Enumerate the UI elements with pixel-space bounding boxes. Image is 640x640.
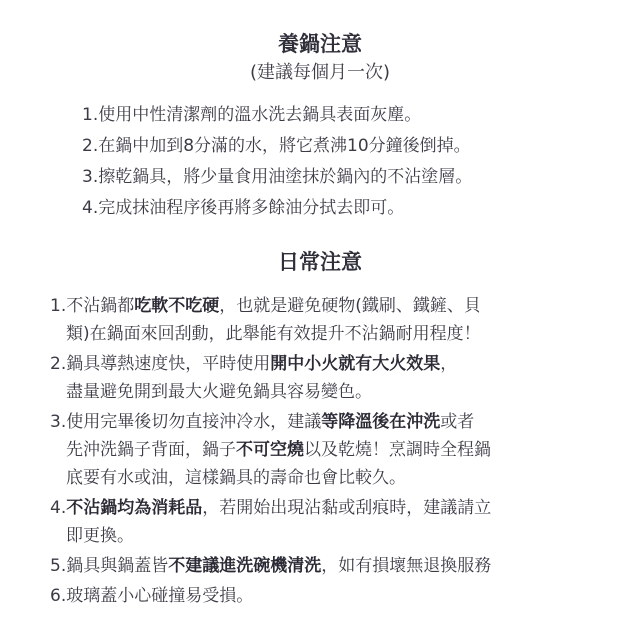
note-emphasis: 不可空燒 bbox=[236, 440, 304, 460]
note-line bbox=[50, 292, 610, 320]
daily-note bbox=[50, 350, 610, 406]
note-text: 先沖洗鍋子背面，鍋子 bbox=[66, 440, 236, 460]
note-text: 3.使用完畢後切勿直接沖冷水，建議 bbox=[50, 412, 322, 432]
note-text: 2.鍋具導熱速度快，平時使用 bbox=[50, 354, 271, 374]
note-line: 底要有水或油，這樣鍋具的壽命也會比較久。 bbox=[66, 468, 406, 488]
daily-note bbox=[50, 292, 610, 348]
note-emphasis: 不沾鍋均為消耗品 bbox=[66, 498, 203, 518]
note-line bbox=[50, 350, 610, 378]
care-step: 3.擦乾鍋具，將少量食用油塗抹於鍋內的不沾塗層。 bbox=[82, 167, 473, 187]
note-emphasis: 吃軟不吃硬 bbox=[134, 296, 220, 316]
daily-note bbox=[50, 582, 610, 610]
note-text: ，如有損壞無退換服務 bbox=[321, 556, 492, 576]
note-line: 盡量避免開到最大火避免鍋具容易變色。 bbox=[66, 382, 372, 402]
care-step: 2.在鍋中加到8分滿的水，將它煮沸10分鐘後倒掉。 bbox=[82, 136, 471, 156]
note-text: 以及乾燒！烹調時全程鍋 bbox=[304, 440, 491, 460]
note-line: 類)在鍋面來回刮動，此舉能有效提升不沾鍋耐用程度！ bbox=[66, 324, 481, 344]
note-line bbox=[50, 436, 610, 464]
note-emphasis: 等降溫後在沖洗 bbox=[321, 412, 441, 432]
note-emphasis: 開中小火就有大火效果 bbox=[270, 354, 441, 374]
note-text: ，若開始出現沾黏或刮痕時，建議請立 bbox=[202, 498, 492, 518]
note-text: 或者 bbox=[440, 412, 475, 432]
note-text: 4. bbox=[50, 498, 67, 518]
note-text: ， bbox=[440, 354, 458, 374]
daily-note bbox=[50, 494, 610, 550]
care-steps-list bbox=[82, 100, 472, 224]
note-line bbox=[50, 552, 610, 580]
daily-note bbox=[50, 552, 610, 580]
daily-notes-list bbox=[50, 292, 610, 612]
care-step: 4.完成抹油程序後再將多餘油分拭去即可。 bbox=[82, 198, 405, 218]
note-line: 6.玻璃蓋小心碰撞易受損。 bbox=[50, 586, 254, 606]
note-line bbox=[50, 408, 610, 436]
care-subtitle: (建議每個月一次) bbox=[249, 62, 391, 83]
daily-note bbox=[50, 408, 610, 492]
care-step: 1.使用中性清潔劑的溫水洗去鍋具表面灰塵。 bbox=[82, 105, 422, 125]
note-emphasis: 不建議進洗碗機清洗 bbox=[168, 556, 322, 576]
daily-title: 日常注意 bbox=[278, 250, 362, 274]
note-line bbox=[50, 494, 610, 522]
note-text: 5.鍋具與鍋蓋皆 bbox=[50, 556, 169, 576]
note-text: ，也就是避免硬物(鐵刷、鐵鏟、貝 bbox=[219, 296, 481, 316]
note-text: 1.不沾鍋都 bbox=[50, 296, 135, 316]
care-title: 養鍋注意 bbox=[278, 32, 362, 56]
note-line: 即更換。 bbox=[66, 526, 134, 546]
